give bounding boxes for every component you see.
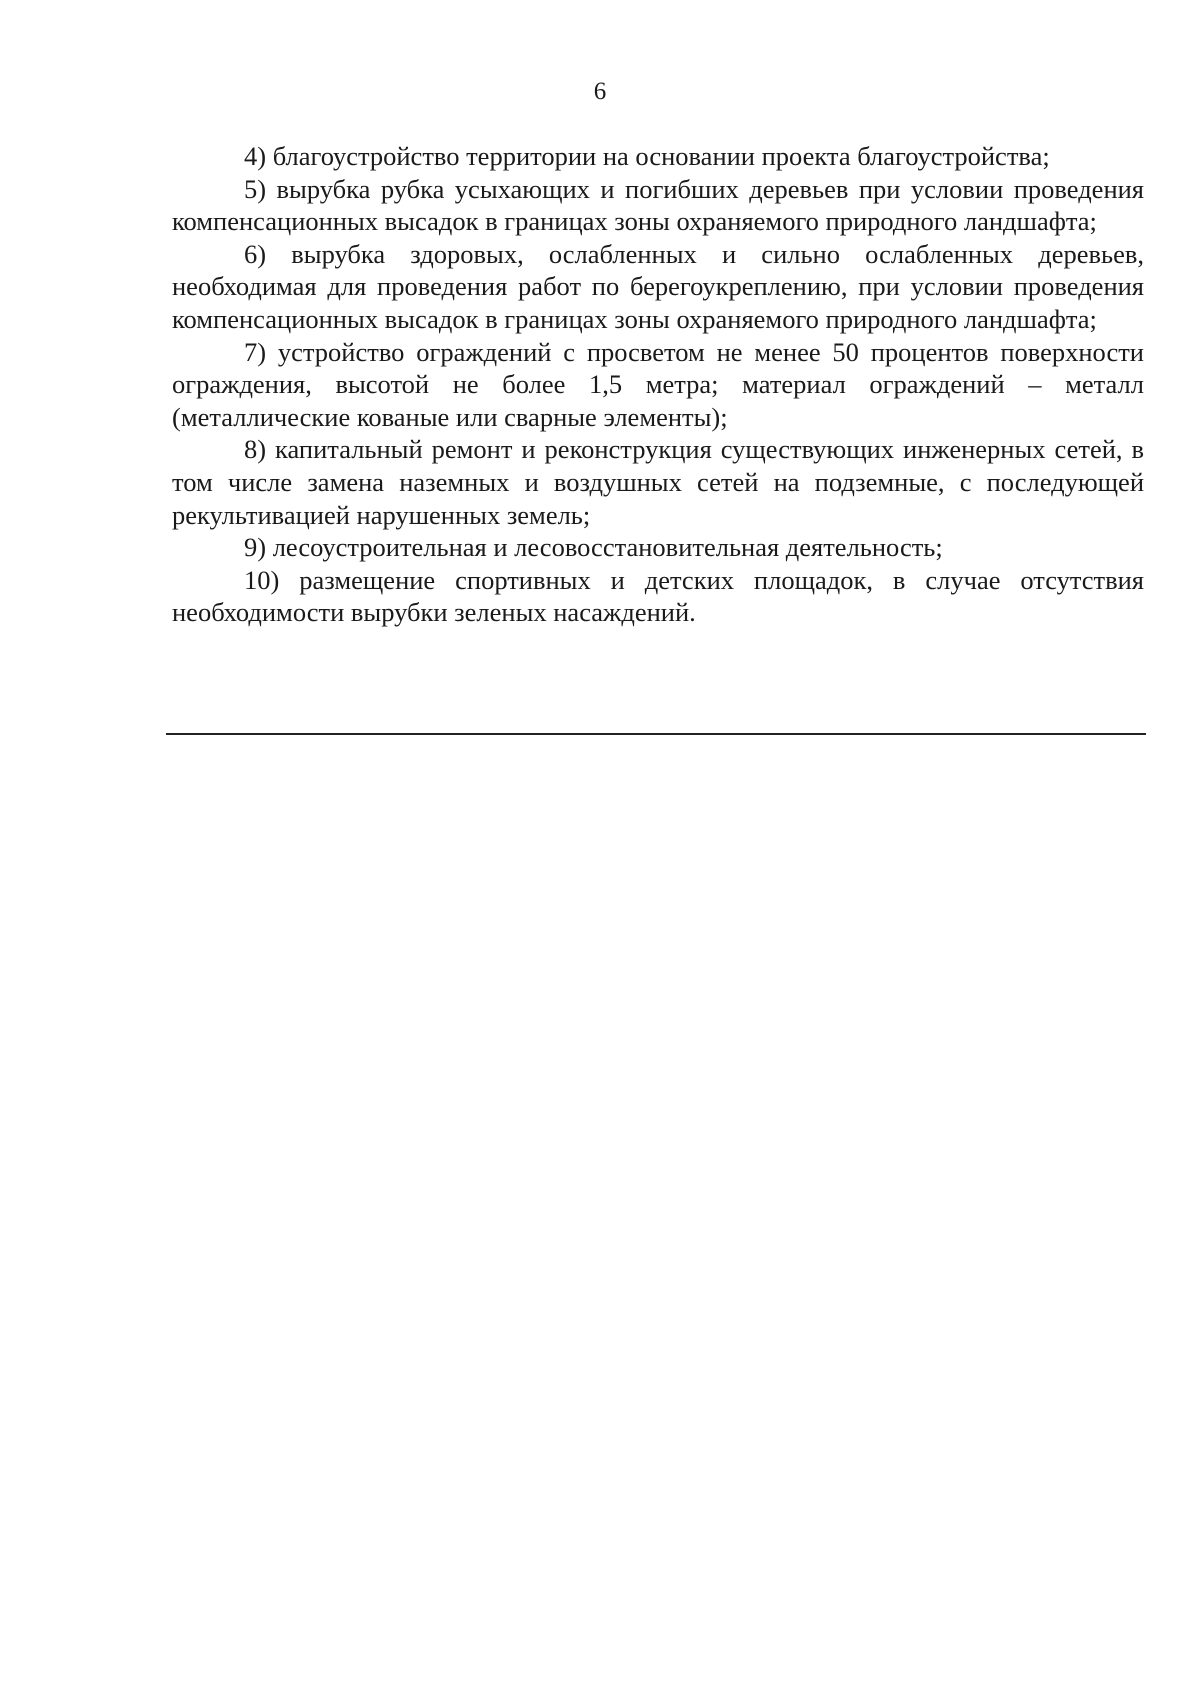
- list-item-5: 5) вырубка рубка усыхающих и погибших деревьев при условии проведения компенсационных высадок в границах зоны охраняемого природного ландшафта;: [172, 173, 1144, 237]
- list-item-4: 4) благоустройство территории на основании проекта благоустройства;: [244, 141, 1050, 171]
- list-item-6: 6) вырубка здоровых, ослабленных и сильно ослабленных деревьев, необходимая для проведения работ по берегоукреплению, при условии проведения компенсационных высадок в границах зоны охраняемого природного ландшафта;: [172, 238, 1144, 334]
- list-item-10: 10) размещение спортивных и детских площадок, в случае отсутствия необходимости вырубки зеленых насаждений.: [172, 564, 1144, 628]
- document-body: [172, 140, 1144, 629]
- page-number: 6: [593, 78, 607, 105]
- list-item-7: 7) устройство ограждений с просветом не менее 50 процентов поверхности ограждения, высотой не более 1,5 метра; материал ограждений – металл (металлические кованые или сварные элементы);: [172, 336, 1144, 432]
- list-item-8: 8) капитальный ремонт и реконструкция существующих инженерных сетей, в том числе замена наземных и воздушных сетей на подземные, с последующей рекультивацией нарушенных земель;: [172, 434, 1144, 530]
- end-divider: [166, 733, 1146, 735]
- list-item-9: 9) лесоустроительная и лесовосстановительная деятельность;: [244, 532, 943, 563]
